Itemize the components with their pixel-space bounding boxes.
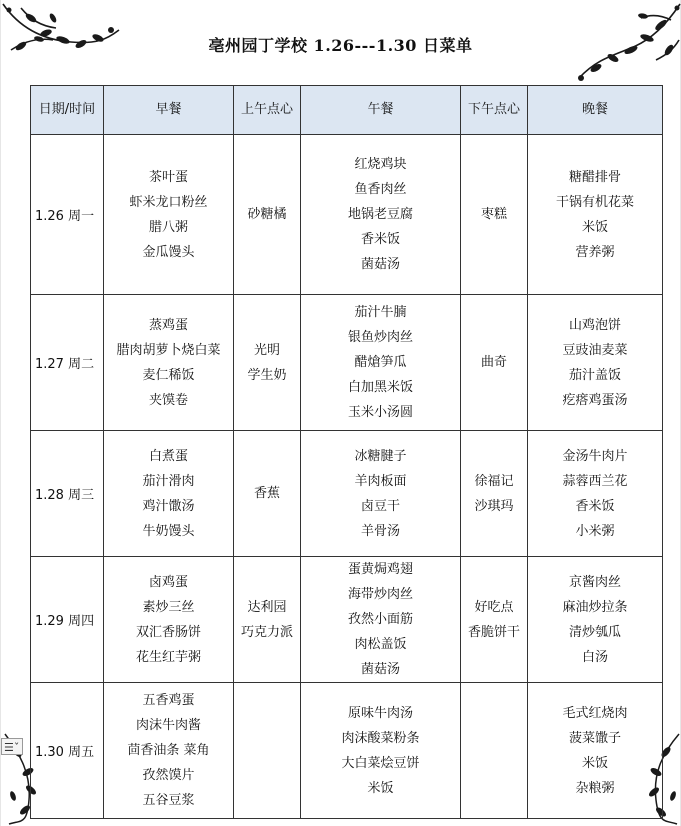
menu-item: 海带炒肉丝 [347,587,413,602]
menu-item: 干锅有机花菜 [555,194,634,210]
menu-item: 菌菇汤 [360,257,400,272]
menu-item: 米饭 [581,219,608,235]
lunch-cell [301,135,461,295]
menu-item: 米饭 [367,780,394,796]
dinner-cell [528,295,663,431]
menu-row [31,683,663,819]
menu-item: 金瓜馒头 [142,244,195,260]
menu-item: 疙瘩鸡蛋汤 [562,392,628,408]
menu-item: 香蕉 [253,486,280,501]
menu-item: 茶叶蛋 [148,169,188,185]
menu-item: 醋熗笋瓜 [354,355,407,370]
menu-item: 麦仁稀饭 [142,367,195,383]
header-pm-snack: 下午点心 [461,86,528,135]
am-snack-cell [234,683,301,819]
menu-item: 白加黑米饭 [347,380,413,395]
dinner-cell [528,557,663,683]
menu-item: 卤鸡蛋 [148,574,188,590]
menu-item: 枣糕 [480,207,507,222]
pm-snack-cell [461,135,528,295]
menu-item: 双汇香肠饼 [135,624,201,640]
page-title: 亳州园丁学校 1.26---1.30 日菜单 [208,36,473,55]
header-breakfast: 早餐 [104,86,234,135]
menu-item: 孜然馍片 [142,768,195,783]
menu-item: 素炒三丝 [142,599,195,615]
dinner-cell [528,135,663,295]
menu-item: 巧克力派 [240,624,293,640]
lunch-cell [301,431,461,557]
date-cell: 1.26 周一 [31,135,104,295]
menu-item: 虾米龙口粉丝 [129,194,208,210]
menu-item: 白汤 [581,649,608,665]
menu-row [31,295,663,431]
header-date: 日期/时间 [31,86,104,135]
am-snack-cell [234,295,301,431]
header-lunch: 午餐 [301,86,461,135]
menu-item: 香米饭 [360,232,400,247]
menu-item: 玉米小汤圆 [347,405,413,420]
menu-item: 茄汁滑肉 [142,473,195,489]
menu-item: 红烧鸡块 [354,157,407,172]
menu-item: 鸡汁馓汤 [142,498,195,514]
breakfast-cell [104,135,234,295]
lunch-cell [301,683,461,819]
breakfast-cell [104,295,234,431]
header-am-snack: 上午点心 [234,86,301,135]
menu-item: 腊肉胡萝卜烧白菜 [116,342,221,358]
menu-item: 香米饭 [575,498,615,514]
menu-item: 五谷豆浆 [142,793,195,808]
list-dropdown-icon[interactable]: ☰ˇ [1,738,23,755]
menu-item: 学生奶 [247,367,287,383]
menu-item: 徐福记 [474,473,514,489]
date-cell: 1.29 周四 [31,557,104,683]
pm-snack-cell [461,683,528,819]
menu-item: 羊骨汤 [360,523,400,539]
menu-item: 菌菇汤 [360,662,400,677]
pm-snack-cell [461,557,528,683]
menu-item: 五香鸡蛋 [142,693,195,708]
menu-item: 蛋黄焗鸡翅 [347,562,413,577]
menu-item: 蒜蓉西兰花 [562,473,628,489]
menu-item: 肉沫牛肉酱 [135,718,201,733]
menu-item: 京酱肉丝 [568,574,621,590]
menu-item: 原味牛肉汤 [347,705,413,721]
menu-item: 砂糖橘 [247,207,287,222]
menu-item: 豆豉油麦菜 [562,342,628,358]
menu-table [30,85,663,819]
menu-item: 好吃点 [474,599,514,615]
menu-item: 腊八粥 [148,219,188,235]
menu-item: 香脆饼干 [467,624,520,640]
menu-item: 鱼香肉丝 [354,182,407,197]
menu-item: 孜然小面筋 [347,612,413,627]
menu-item: 地锅老豆腐 [347,207,413,222]
menu-item: 夹馍卷 [148,392,188,408]
menu-item: 花生红芋粥 [135,649,201,665]
menu-item: 营养粥 [575,244,615,260]
date-cell: 1.28 周三 [31,431,104,557]
breakfast-cell [104,557,234,683]
menu-item: 米饭 [581,755,608,771]
dinner-cell [528,683,663,819]
menu-item: 银鱼炒肉丝 [347,330,413,345]
menu-row [31,135,663,295]
menu-item: 大白菜烩豆饼 [341,755,420,771]
menu-item: 金汤牛肉片 [562,448,628,464]
am-snack-cell [234,557,301,683]
menu-item: 肉松盖饭 [354,637,407,652]
menu-item: 茄汁盖饭 [568,367,621,383]
menu-item: 毛式红烧肉 [562,705,628,721]
menu-item: 杂粮粥 [575,780,615,796]
breakfast-cell [104,683,234,819]
date-cell: 1.27 周二 [31,295,104,431]
menu-item: 冰糖腱子 [354,448,407,464]
menu-row [31,431,663,557]
menu-item: 白煮蛋 [148,448,188,464]
menu-item: 茴香油条 菜角 [127,743,210,758]
menu-item: 牛奶馒头 [142,523,195,539]
lunch-cell [301,557,461,683]
menu-item: 羊肉板面 [354,473,407,489]
menu-item: 糖醋排骨 [568,169,621,185]
breakfast-cell [104,431,234,557]
menu-item: 清炒瓠瓜 [568,624,621,640]
menu-item: 茄汁牛腩 [354,305,407,320]
pm-snack-cell [461,431,528,557]
am-snack-cell [234,135,301,295]
am-snack-cell [234,431,301,557]
menu-item: 卤豆干 [360,498,400,514]
header-dinner: 晚餐 [528,86,663,135]
menu-item: 小米粥 [575,523,615,539]
menu-item: 麻油炒拉条 [562,599,628,615]
menu-item: 菠菜馓子 [568,730,621,746]
menu-row [31,557,663,683]
menu-item: 肉沫酸菜粉条 [341,730,420,746]
dinner-cell [528,431,663,557]
menu-item: 光明 [253,342,280,358]
menu-item: 蒸鸡蛋 [148,317,188,333]
date-cell: 1.30 周五 [31,683,104,819]
menu-item: 沙琪玛 [474,498,514,514]
pm-snack-cell [461,295,528,431]
lunch-cell [301,295,461,431]
menu-item: 达利园 [247,599,287,615]
menu-item: 曲奇 [480,355,507,370]
header-row [31,86,663,135]
menu-item: 山鸡泡饼 [568,317,621,333]
